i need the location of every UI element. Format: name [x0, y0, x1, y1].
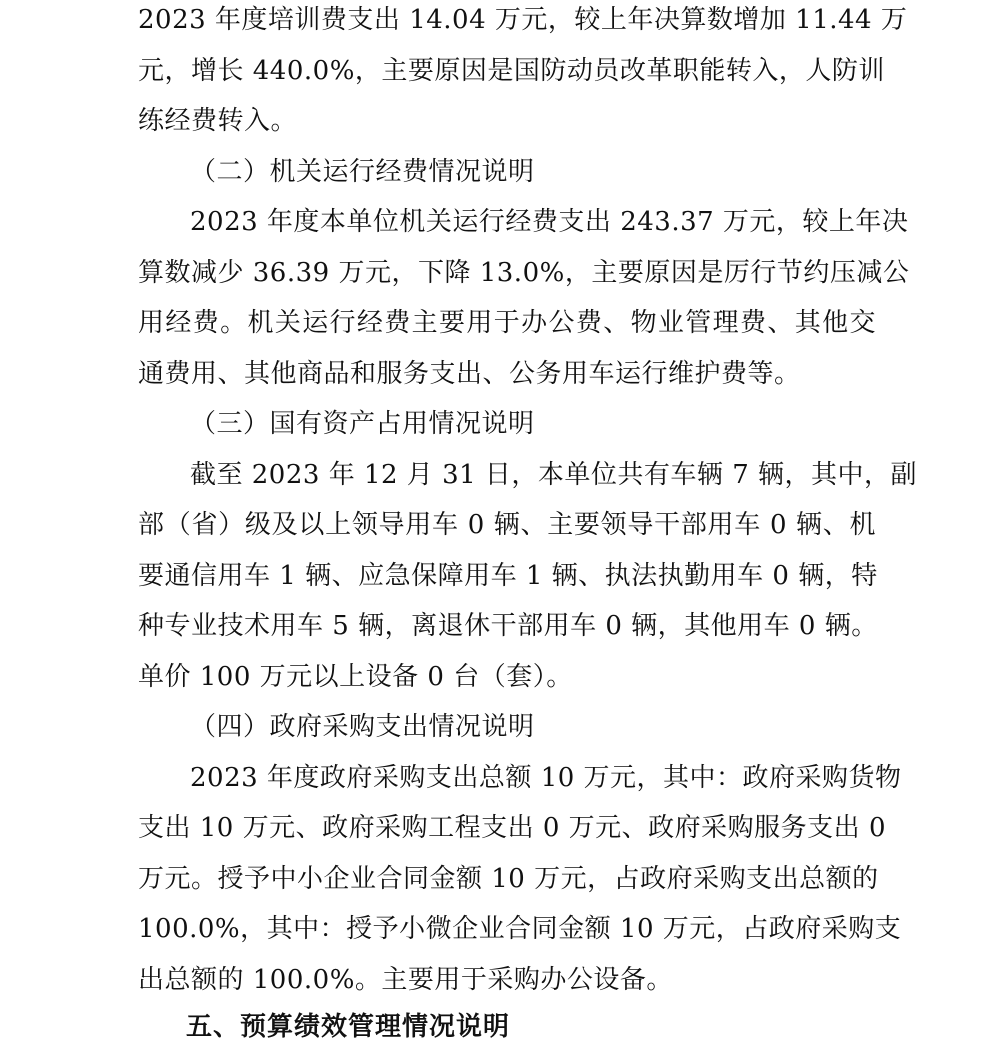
training-paragraph-line-1: 2023 年度培训费支出 14.04 万元，较上年决算数增加 11.44 万: [138, 5, 908, 35]
training-paragraph-line-3: 练经费转入。: [138, 106, 298, 136]
section-4-line-1: 2023 年度政府采购支出总额 10 万元，其中：政府采购货物: [190, 763, 902, 793]
section-2-line-4: 通费用、其他商品和服务支出、公务用车运行维护费等。: [138, 359, 801, 389]
section-2-line-2: 算数减少 36.39 万元，下降 13.0%，主要原因是厉行节约压减公: [138, 258, 910, 288]
section-2-line-1: 2023 年度本单位机关运行经费支出 243.37 万元，较上年决: [190, 207, 909, 237]
section-4-line-5: 出总额的 100.0%。主要用于采购办公设备。: [138, 965, 673, 995]
training-paragraph-line-2: 元，增长 440.0%，主要原因是国防动员改革职能转入，人防训: [138, 56, 885, 86]
section-4-line-4: 100.0%，其中：授予小微企业合同金额 10 万元，占政府采购支: [138, 914, 902, 944]
section-5-heading: 五、预算绩效管理情况说明: [186, 1012, 511, 1042]
section-2-line-3: 用经费。机关运行经费主要用于办公费、物业管理费、其他交: [138, 308, 876, 338]
section-4-line-2: 支出 10 万元、政府采购工程支出 0 万元、政府采购服务支出 0: [138, 813, 886, 843]
section-4-heading: （四）政府采购支出情况说明: [190, 712, 535, 742]
section-3-line-4: 种专业技术用车 5 辆，离退休干部用车 0 辆，其他用车 0 辆。: [138, 611, 878, 641]
section-3-line-5: 单价 100 万元以上设备 0 台（套）。: [138, 662, 573, 692]
section-4-line-3: 万元。授予中小企业合同金额 10 万元，占政府采购支出总额的: [138, 864, 879, 894]
section-3-line-2: 部（省）级及以上领导用车 0 辆、主要领导干部用车 0 辆、机: [138, 510, 876, 540]
section-3-heading: （三）国有资产占用情况说明: [190, 409, 535, 439]
section-3-line-3: 要通信用车 1 辆、应急保障用车 1 辆、执法执勤用车 0 辆，特: [138, 561, 878, 591]
section-2-heading: （二）机关运行经费情况说明: [190, 157, 535, 187]
section-3-line-1: 截至 2023 年 12 月 31 日，本单位共有车辆 7 辆，其中，副: [190, 460, 917, 490]
